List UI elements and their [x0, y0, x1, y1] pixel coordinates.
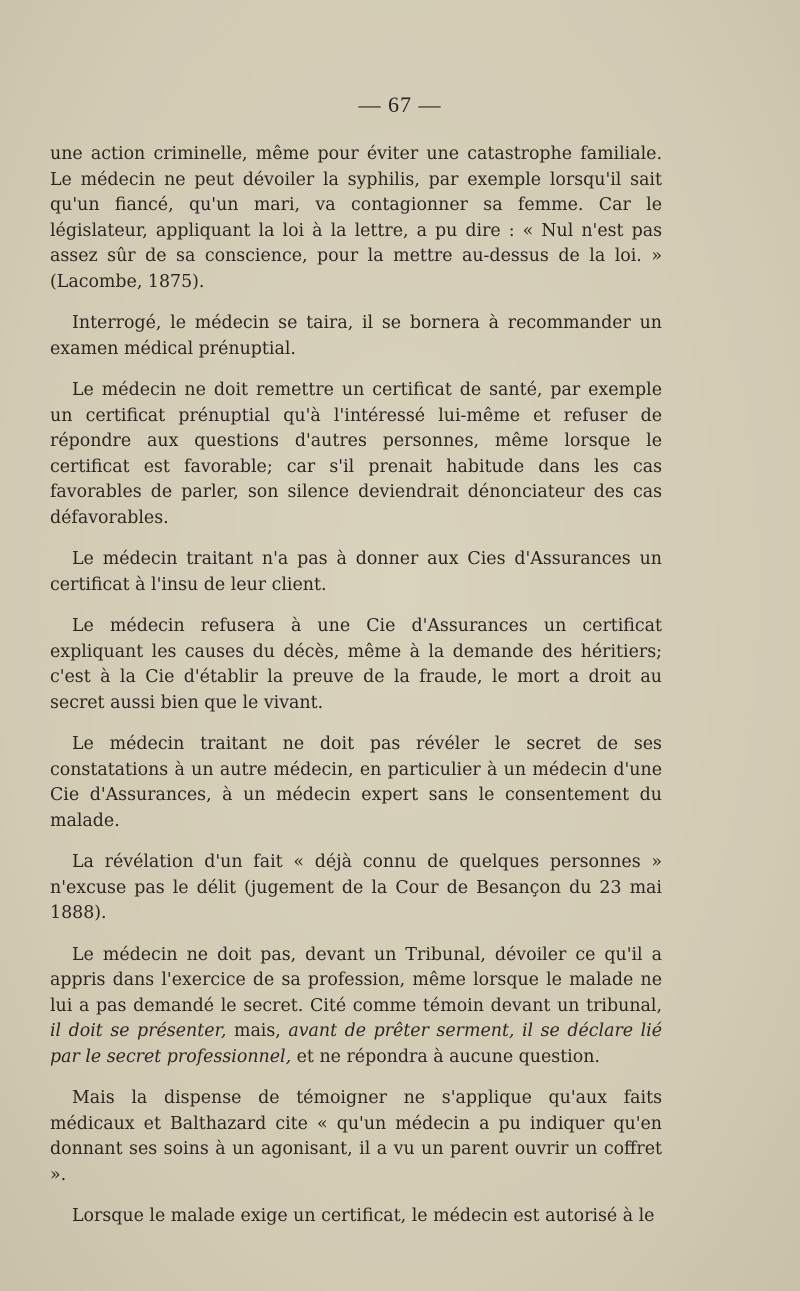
paragraph-8-part-3: et ne répondra à aucune question.: [296, 1046, 600, 1067]
body-text: [50, 142, 662, 1246]
paragraph-9: Mais la dispense de témoigner ne s'applique qu'aux faits médicaux et Balthazard cite « qu'un médecin a pu indiquer qu'en donnant ses soins à un agonisant, il a vu un parent ouvrir un coffret ».: [50, 1088, 662, 1185]
paragraph-5: Le médecin refusera à une Cie d'Assurances un certificat expliquant les causes du décès, même à la demande des héritiers; c'est à la Cie d'établir la preuve de la fraude, le mort a droit au secret aussi bien que le vivant.: [50, 616, 662, 713]
paragraph-7: La révélation d'un fait « déjà connu de quelques personnes » n'excuse pas le délit (jugement de la Cour de Besançon du 23 mai 1888).: [50, 852, 662, 923]
paragraph-4: Le médecin traitant n'a pas à donner aux Cies d'Assurances un certificat à l'insu de leur client.: [50, 549, 662, 595]
paragraph-8-italic-1: il doit se présenter,: [50, 1021, 227, 1041]
paragraph-6: Le médecin traitant ne doit pas révéler le secret de ses constatations à un autre médecin, en particulier à un médecin d'une Cie d'Assurances, à un médecin expert sans le consentement du malade.: [50, 734, 662, 831]
paragraph-8-italic-2: avant de prêter serment, il se déclare lié par le secret professionnel,: [50, 1021, 662, 1067]
paragraph-1: une action criminelle, même pour éviter une catastrophe familiale. Le médecin ne peut dévoiler la syphilis, par exemple lorsqu'il sait qu'un fiancé, qu'un mari, va contagionner sa femme. Car le législateur, appliquant la loi à la lettre, a pu dire : « Nul n'est pas assez sûr de sa conscience, pour la mettre au-dessus de la loi. » (Lacombe, 1875).: [50, 144, 662, 292]
paragraph-8-part-1: Le médecin ne doit pas, devant un Tribunal, dévoiler ce qu'il a appris dans l'exercice de sa profession, même lorsque le malade ne lui a pas demandé le secret. Cité comme témoin devant un tribunal,: [50, 944, 662, 1016]
paragraph-8-part-2: mais,: [233, 1021, 281, 1041]
paragraph-2: Interrogé, le médecin se taira, il se bornera à recommander un examen médical prénuptial.: [50, 313, 662, 359]
page-number: — 67 —: [358, 92, 442, 117]
paragraph-10: Lorsque le malade exige un certificat, le médecin est autorisé à le: [72, 1206, 655, 1226]
paragraph-8: [50, 943, 662, 1071]
paragraph-3: Le médecin ne doit remettre un certificat de santé, par exemple un certificat prénuptial qu'à l'intéressé lui-même et refuser de répondre aux questions d'autres personnes, même lorsque le certificat est favorable; car s'il prenait habitude dans les cas favorables de parler, son silence deviendrait dénonciateur des cas défavorables.: [50, 380, 662, 528]
